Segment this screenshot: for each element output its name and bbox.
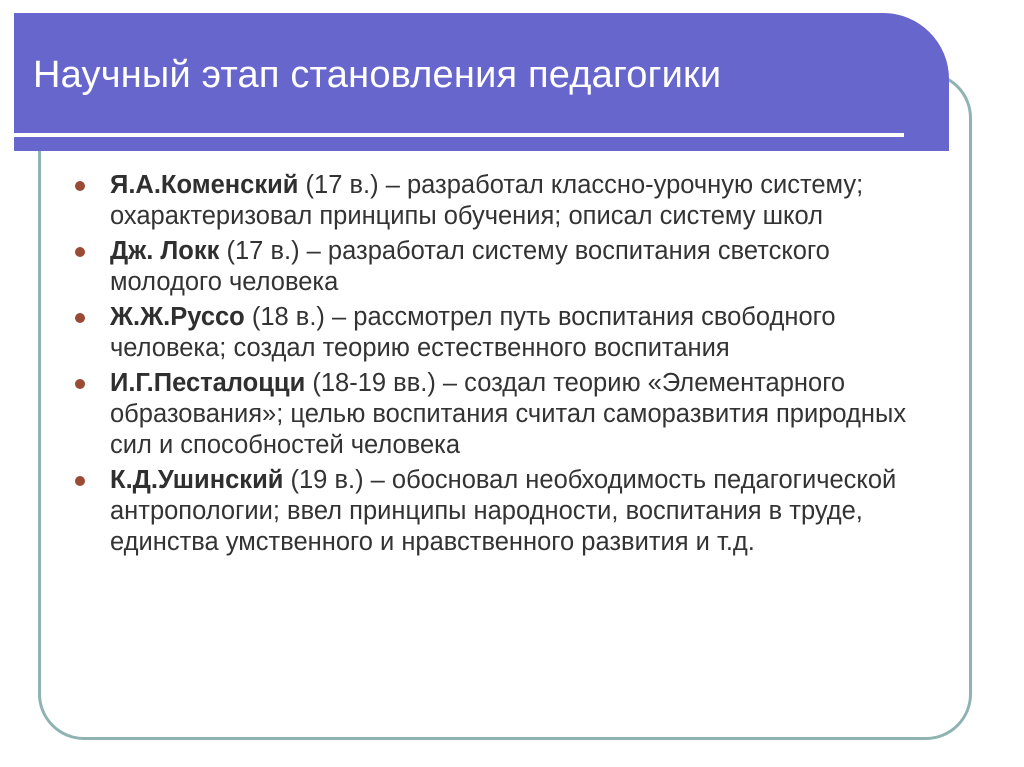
- list-item: [70, 465, 930, 558]
- person-name: Я.А.Коменский: [110, 171, 299, 199]
- person-name: К.Д.Ушинский: [110, 466, 284, 494]
- bullet-icon: [75, 247, 85, 257]
- title-underline: [14, 133, 904, 137]
- list-item: [70, 236, 930, 298]
- item-text: (17 в.) – разработал классно-урочную систему; охарактеризовал принципы обучения; описал систему школ: [110, 171, 864, 230]
- person-name: Ж.Ж.Руссо: [110, 303, 245, 331]
- item-text: (18 в.) – рассмотрел путь воспитания свободного человека; создал теорию естественного воспитания: [110, 303, 836, 362]
- bullet-icon: [75, 379, 85, 389]
- bullet-icon: [75, 476, 85, 486]
- item-text: (18-19 вв.) – создал теорию «Элементарного образования»; целью воспитания считал саморазвития природных сил и способностей человека: [110, 369, 907, 459]
- bullet-icon: [75, 313, 85, 323]
- list-item: [70, 368, 930, 461]
- item-text: (17 в.) – разработал систему воспитания светского молодого человека: [110, 237, 830, 296]
- item-text: (19 в.) – обосновал необходимость педагогической антропологии; ввел принципы народности, воспитания в труде, единства умственного и нравственного развития и т.д.: [110, 466, 897, 556]
- person-name: И.Г.Песталоцци: [110, 369, 306, 397]
- person-name: Дж. Локк: [110, 237, 220, 265]
- bullet-icon: [75, 181, 85, 191]
- list-item: [70, 302, 930, 364]
- list-item: [70, 170, 930, 232]
- bullet-list: [70, 170, 930, 560]
- slide-title: Научный этап становления педагогики: [33, 54, 722, 96]
